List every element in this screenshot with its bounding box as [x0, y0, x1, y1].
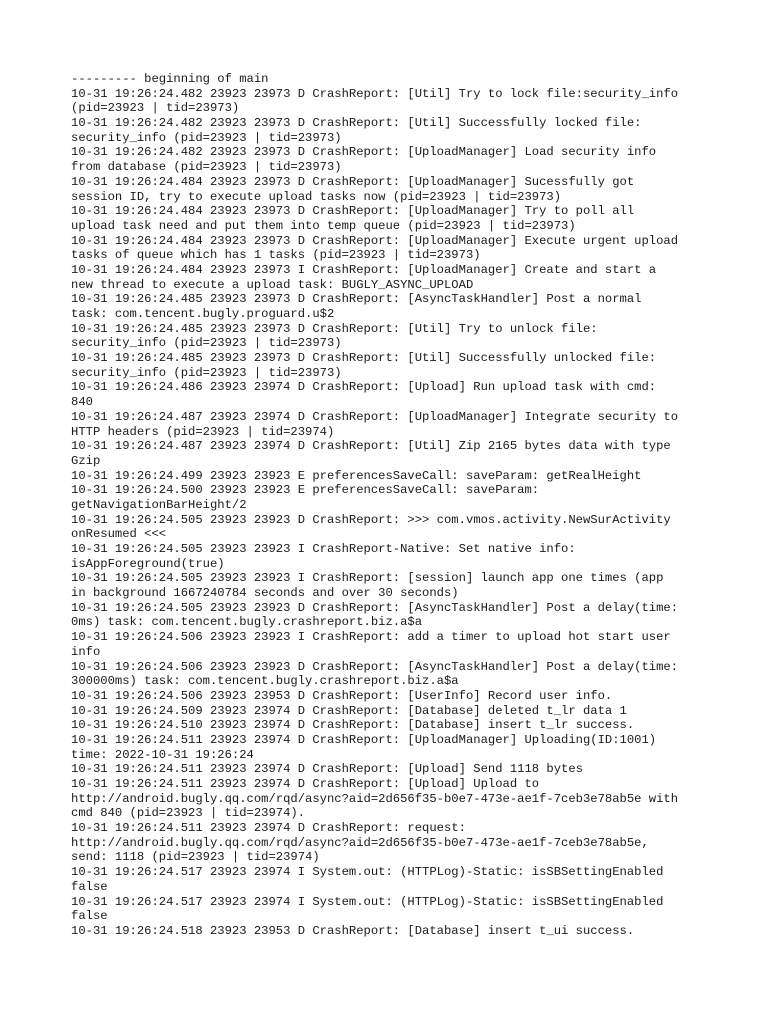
- log-line: onResumed <<<: [71, 527, 167, 542]
- log-line: isAppForeground(true): [71, 556, 225, 571]
- log-line: 10-31 19:26:24.482 23923 23973 D CrashReport: [Util] Successfully locked file:: [71, 116, 642, 131]
- log-line: from database (pid=23923 | tid=23973): [71, 160, 342, 175]
- log-line: 10-31 19:26:24.484 23923 23973 I CrashReport: [UploadManager] Create and start a: [71, 262, 657, 277]
- log-line: 10-31 19:26:24.484 23923 23973 D CrashReport: [UploadManager] Execute urgent upload: [71, 233, 679, 248]
- log-line: security_info (pid=23923 | tid=23973): [71, 365, 342, 380]
- log-text-block: [71, 72, 701, 939]
- log-line: tasks of queue which has 1 tasks (pid=23923 | tid=23973): [71, 248, 481, 263]
- log-line: http://android.bugly.qq.com/rqd/async?aid=2d656f35-b0e7-473e-ae1f-7ceb3e78ab5e with: [71, 791, 679, 806]
- log-line: 10-31 19:26:24.500 23923 23923 E preferencesSaveCall: saveParam:: [71, 483, 540, 498]
- log-line: 10-31 19:26:24.506 23923 23923 I CrashReport: add a timer to upload hot start user: [71, 630, 671, 645]
- log-line: 10-31 19:26:24.506 23923 23923 D CrashReport: [AsyncTaskHandler] Post a delay(time:: [71, 659, 679, 674]
- log-line: send: 1118 (pid=23923 | tid=23974): [71, 850, 320, 865]
- log-line: http://android.bugly.qq.com/rqd/async?aid=2d656f35-b0e7-473e-ae1f-7ceb3e78ab5e,: [71, 835, 649, 850]
- log-line: 10-31 19:26:24.511 23923 23974 D CrashReport: [UploadManager] Uploading(ID:1001): [71, 732, 657, 747]
- log-line: 10-31 19:26:24.484 23923 23973 D CrashReport: [UploadManager] Sucessfully got: [71, 174, 635, 189]
- log-line: security_info (pid=23923 | tid=23973): [71, 130, 342, 145]
- log-line: 10-31 19:26:24.510 23923 23974 D CrashReport: [Database] insert t_lr success.: [71, 718, 635, 733]
- log-line: 0ms) task: com.tencent.bugly.crashreport.biz.a$a: [71, 615, 423, 630]
- log-line: upload task need and put them into temp queue (pid=23923 | tid=23973): [71, 218, 576, 233]
- log-line: time: 2022-10-31 19:26:24: [71, 747, 254, 762]
- log-line: 10-31 19:26:24.511 23923 23974 D CrashReport: [Upload] Send 1118 bytes: [71, 762, 583, 777]
- log-line: 300000ms) task: com.tencent.bugly.crashreport.biz.a$a: [71, 674, 459, 689]
- log-line: 10-31 19:26:24.484 23923 23973 D CrashReport: [UploadManager] Try to poll all: [71, 204, 635, 219]
- log-line: 10-31 19:26:24.506 23923 23953 D CrashReport: [UserInfo] Record user info.: [71, 688, 613, 703]
- log-line: task: com.tencent.bugly.proguard.u$2: [71, 307, 335, 321]
- log-line: 10-31 19:26:24.511 23923 23974 D CrashReport: [Upload] Upload to: [71, 777, 540, 791]
- log-line: 10-31 19:26:24.505 23923 23923 D CrashReport: [AsyncTaskHandler] Post a delay(time:: [71, 600, 679, 615]
- log-line: 10-31 19:26:24.486 23923 23974 D CrashReport: [Upload] Run upload task with cmd:: [71, 380, 657, 395]
- log-line: 840: [71, 395, 93, 410]
- log-line: 10-31 19:26:24.499 23923 23923 E preferencesSaveCall: saveParam: getRealHeight: [71, 468, 642, 483]
- log-line: 10-31 19:26:24.485 23923 23973 D CrashReport: [AsyncTaskHandler] Post a normal: [71, 292, 642, 307]
- log-line: 10-31 19:26:24.482 23923 23973 D CrashReport: [Util] Try to lock file:security_info: [71, 86, 679, 101]
- log-line: 10-31 19:26:24.485 23923 23973 D CrashReport: [Util] Try to unlock file:: [71, 321, 598, 336]
- log-line: 10-31 19:26:24.487 23923 23974 D CrashReport: [Util] Zip 2165 bytes data with type: [71, 439, 671, 454]
- log-line: 10-31 19:26:24.518 23923 23953 D CrashReport: [Database] insert t_ui success.: [71, 923, 635, 938]
- log-line: in background 1667240784 seconds and over 30 seconds): [71, 586, 459, 601]
- log-line: getNavigationBarHeight/2: [71, 497, 247, 512]
- log-line: cmd 840 (pid=23923 | tid=23974).: [71, 806, 306, 821]
- log-line: false: [71, 909, 108, 924]
- log-line: info: [71, 644, 101, 659]
- log-line: 10-31 19:26:24.517 23923 23974 I System.out: (HTTPLog)-Static: isSBSettingEnabled: [71, 894, 664, 909]
- log-line: --------- beginning of main: [71, 72, 269, 86]
- log-line: 10-31 19:26:24.505 23923 23923 D CrashReport: >>> com.vmos.activity.NewSurActivity: [71, 512, 671, 527]
- log-line: (pid=23923 | tid=23973): [71, 101, 240, 116]
- log-line: new thread to execute a upload task: BUGLY_ASYNC_UPLOAD: [71, 277, 474, 292]
- log-line: 10-31 19:26:24.517 23923 23974 I System.out: (HTTPLog)-Static: isSBSettingEnabled: [71, 865, 664, 880]
- log-line: 10-31 19:26:24.505 23923 23923 I CrashReport-Native: Set native info:: [71, 542, 576, 556]
- log-line: 10-31 19:26:24.487 23923 23974 D CrashReport: [UploadManager] Integrate security to: [71, 409, 679, 424]
- log-line: 10-31 19:26:24.509 23923 23974 D CrashReport: [Database] deleted t_lr data 1: [71, 703, 627, 718]
- log-line: 10-31 19:26:24.482 23923 23973 D CrashReport: [UploadManager] Load security info: [71, 145, 657, 160]
- log-line: false: [71, 879, 108, 894]
- log-line: HTTP headers (pid=23923 | tid=23974): [71, 424, 335, 439]
- log-line: Gzip: [71, 453, 101, 468]
- log-line: session ID, try to execute upload tasks now (pid=23923 | tid=23973): [71, 189, 562, 204]
- log-line: 10-31 19:26:24.485 23923 23973 D CrashReport: [Util] Successfully unlocked file:: [71, 351, 657, 366]
- log-line: 10-31 19:26:24.505 23923 23923 I CrashReport: [session] launch app one times (app: [71, 571, 664, 586]
- log-line: security_info (pid=23923 | tid=23973): [71, 336, 342, 351]
- log-line: 10-31 19:26:24.511 23923 23974 D CrashReport: request:: [71, 821, 466, 836]
